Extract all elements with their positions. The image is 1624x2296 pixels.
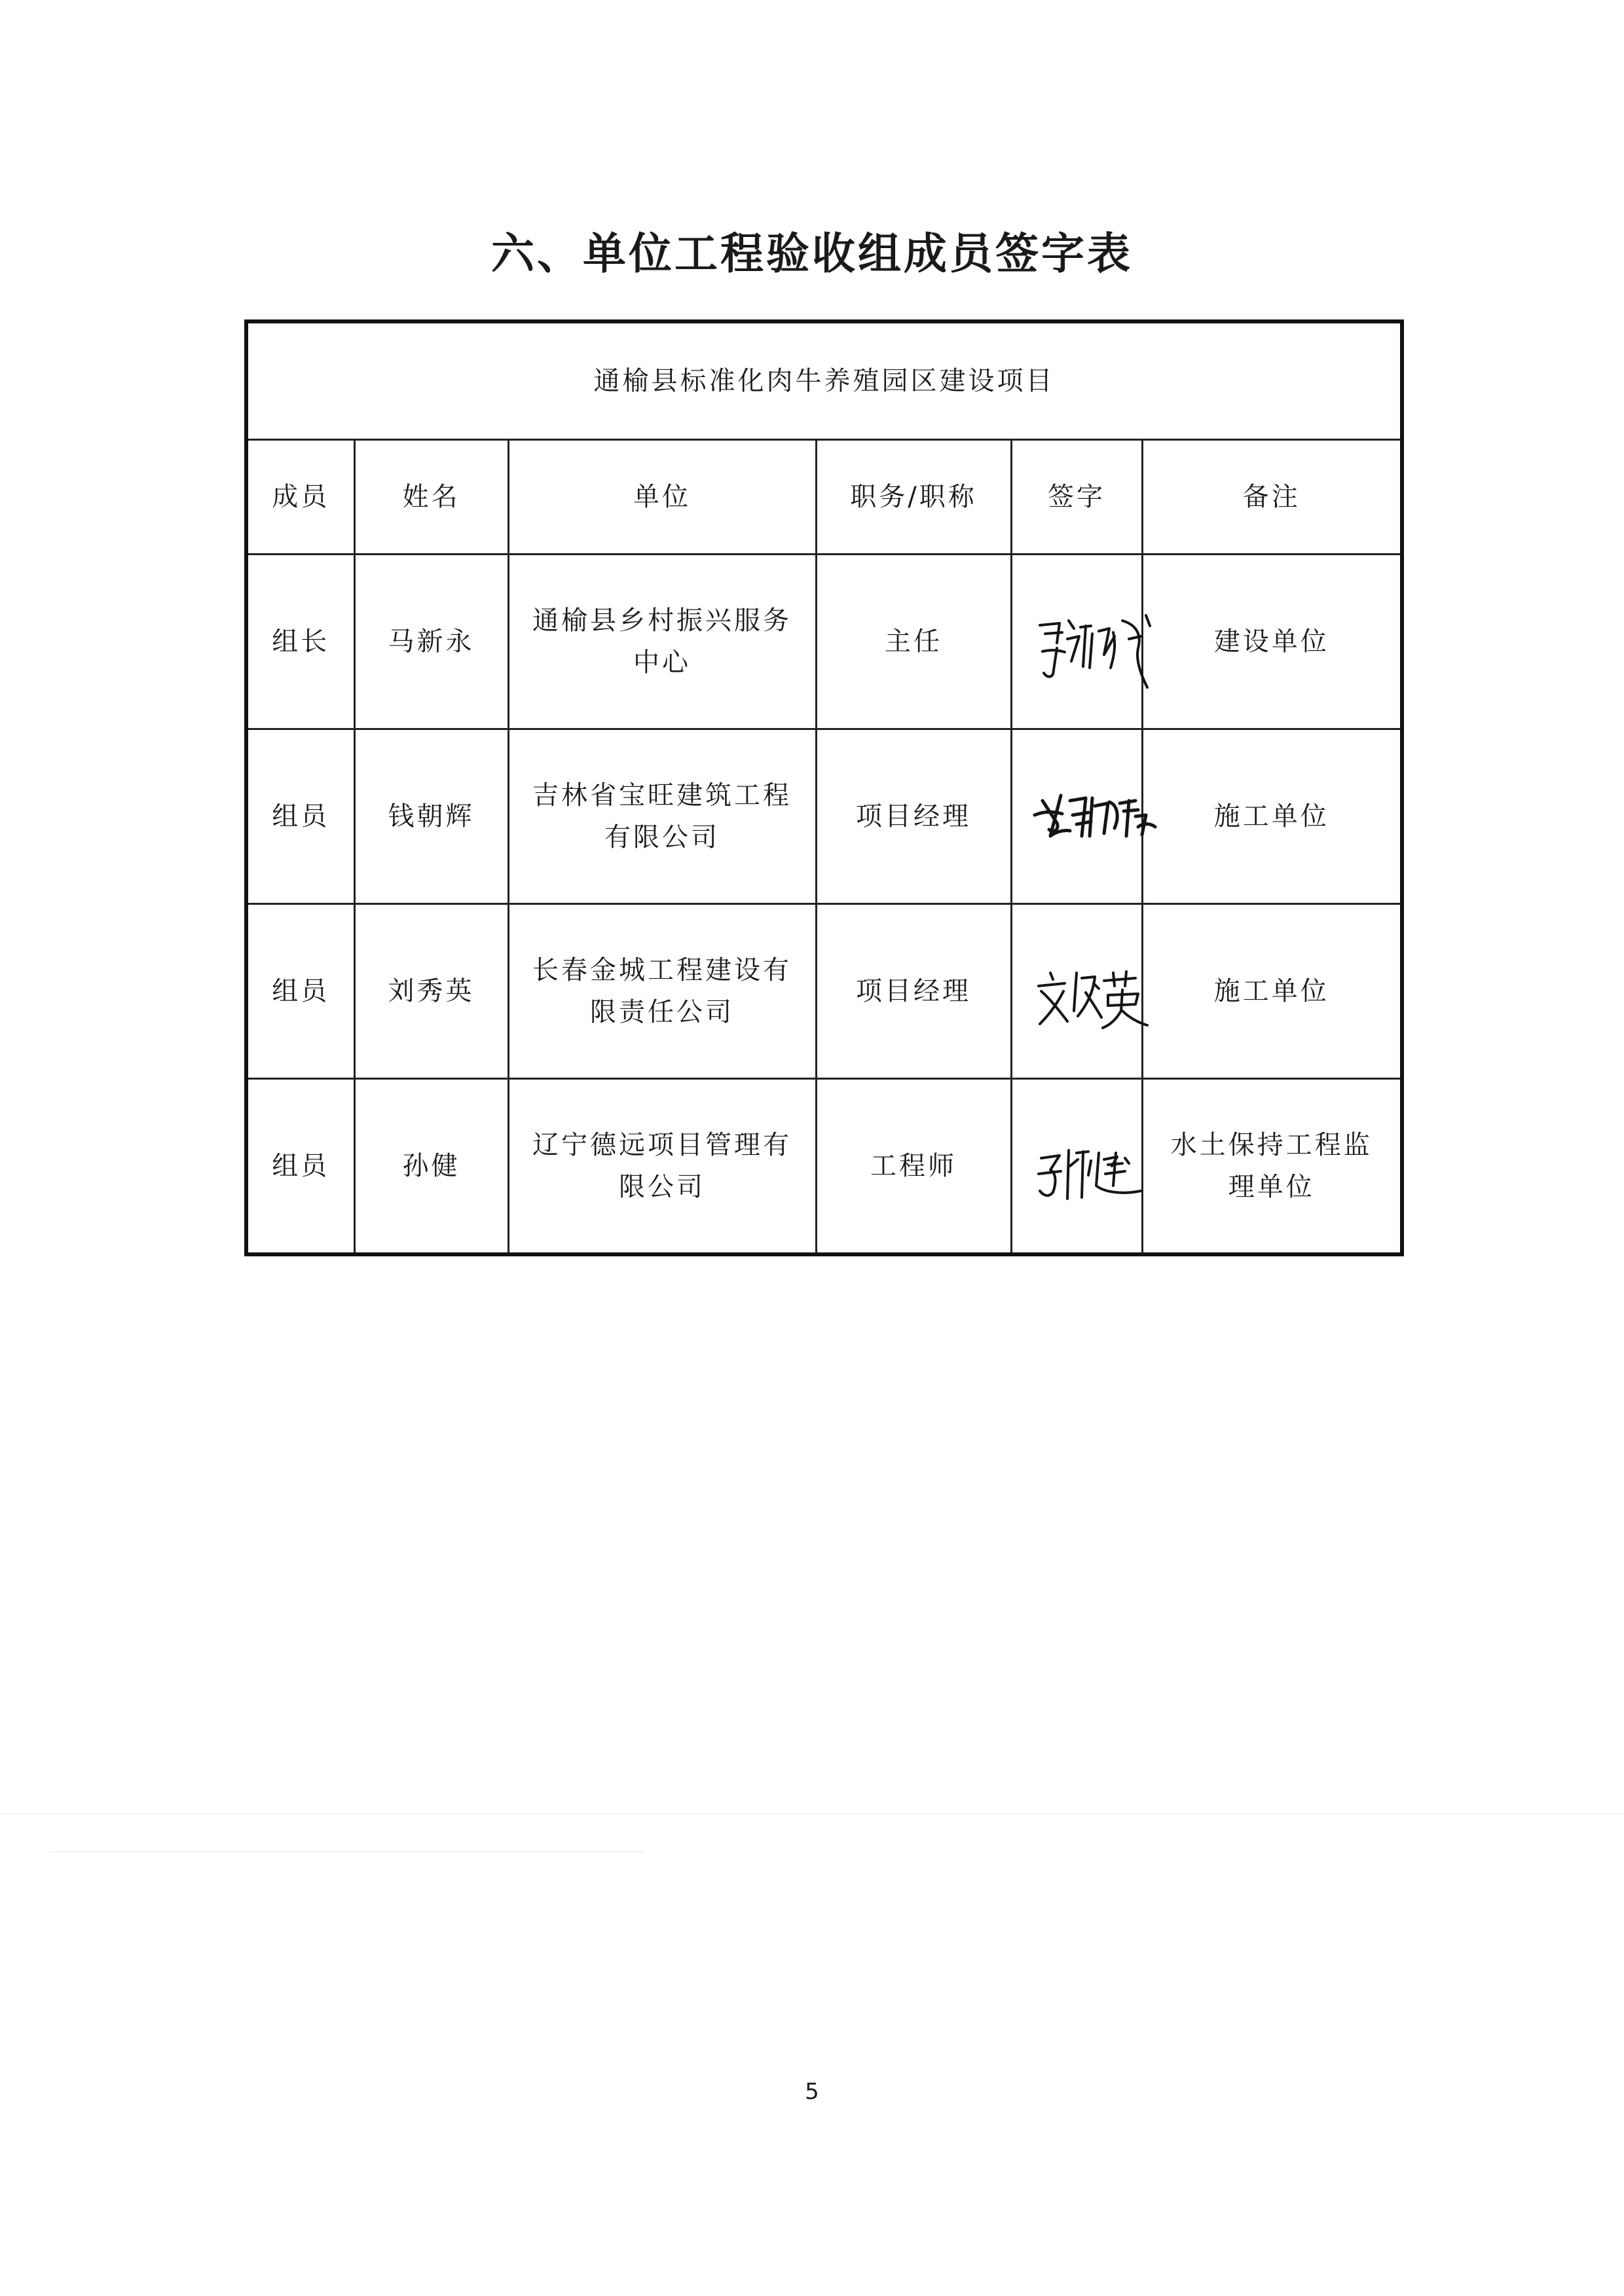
member-position: 项目经理 <box>816 904 1011 1079</box>
header-position: 职务/职称 <box>816 440 1011 555</box>
member-position: 工程师 <box>816 1079 1011 1255</box>
signature-cell <box>1011 555 1142 729</box>
signature-cell <box>1011 729 1142 904</box>
project-row <box>246 321 1402 440</box>
member-position: 主任 <box>816 555 1011 729</box>
member-remark: 建设单位 <box>1142 555 1402 729</box>
header-signature: 签字 <box>1011 440 1142 555</box>
member-role: 组员 <box>246 729 354 904</box>
member-unit: 通榆县乡村振兴服务中心 <box>508 555 816 729</box>
page-title: 六、单位工程验收组成员签字表 <box>491 228 1133 279</box>
header-remark: 备注 <box>1142 440 1402 555</box>
member-name: 刘秀英 <box>354 904 508 1079</box>
header-member: 成员 <box>246 440 354 555</box>
member-role: 组员 <box>246 1079 354 1255</box>
header-unit: 单位 <box>508 440 816 555</box>
member-remark: 施工单位 <box>1142 904 1402 1079</box>
member-unit: 吉林省宝旺建筑工程有限公司 <box>508 729 816 904</box>
signature-cell <box>1011 1079 1142 1255</box>
member-name: 钱朝辉 <box>354 729 508 904</box>
page-number: 5 <box>805 2079 819 2105</box>
scan-artifact-line <box>0 1813 1624 1814</box>
member-role: 组员 <box>246 904 354 1079</box>
scan-artifact-line <box>49 1851 645 1852</box>
member-remark: 水土保持工程监理单位 <box>1142 1079 1402 1255</box>
header-name: 姓名 <box>354 440 508 555</box>
member-name: 马新永 <box>354 555 508 729</box>
member-role: 组长 <box>246 555 354 729</box>
member-name: 孙健 <box>354 1079 508 1255</box>
table-row <box>246 904 1402 1079</box>
member-unit: 长春金城工程建设有限责任公司 <box>508 904 816 1079</box>
signature-table <box>244 319 1404 1256</box>
member-remark: 施工单位 <box>1142 729 1402 904</box>
table-row <box>246 555 1402 729</box>
table-row <box>246 1079 1402 1255</box>
project-name: 通榆县标准化肉牛养殖园区建设项目 <box>246 321 1402 440</box>
table-row <box>246 729 1402 904</box>
member-position: 项目经理 <box>816 729 1011 904</box>
signature-cell <box>1011 904 1142 1079</box>
member-unit: 辽宁德远项目管理有限公司 <box>508 1079 816 1255</box>
table-header-row <box>246 440 1402 555</box>
